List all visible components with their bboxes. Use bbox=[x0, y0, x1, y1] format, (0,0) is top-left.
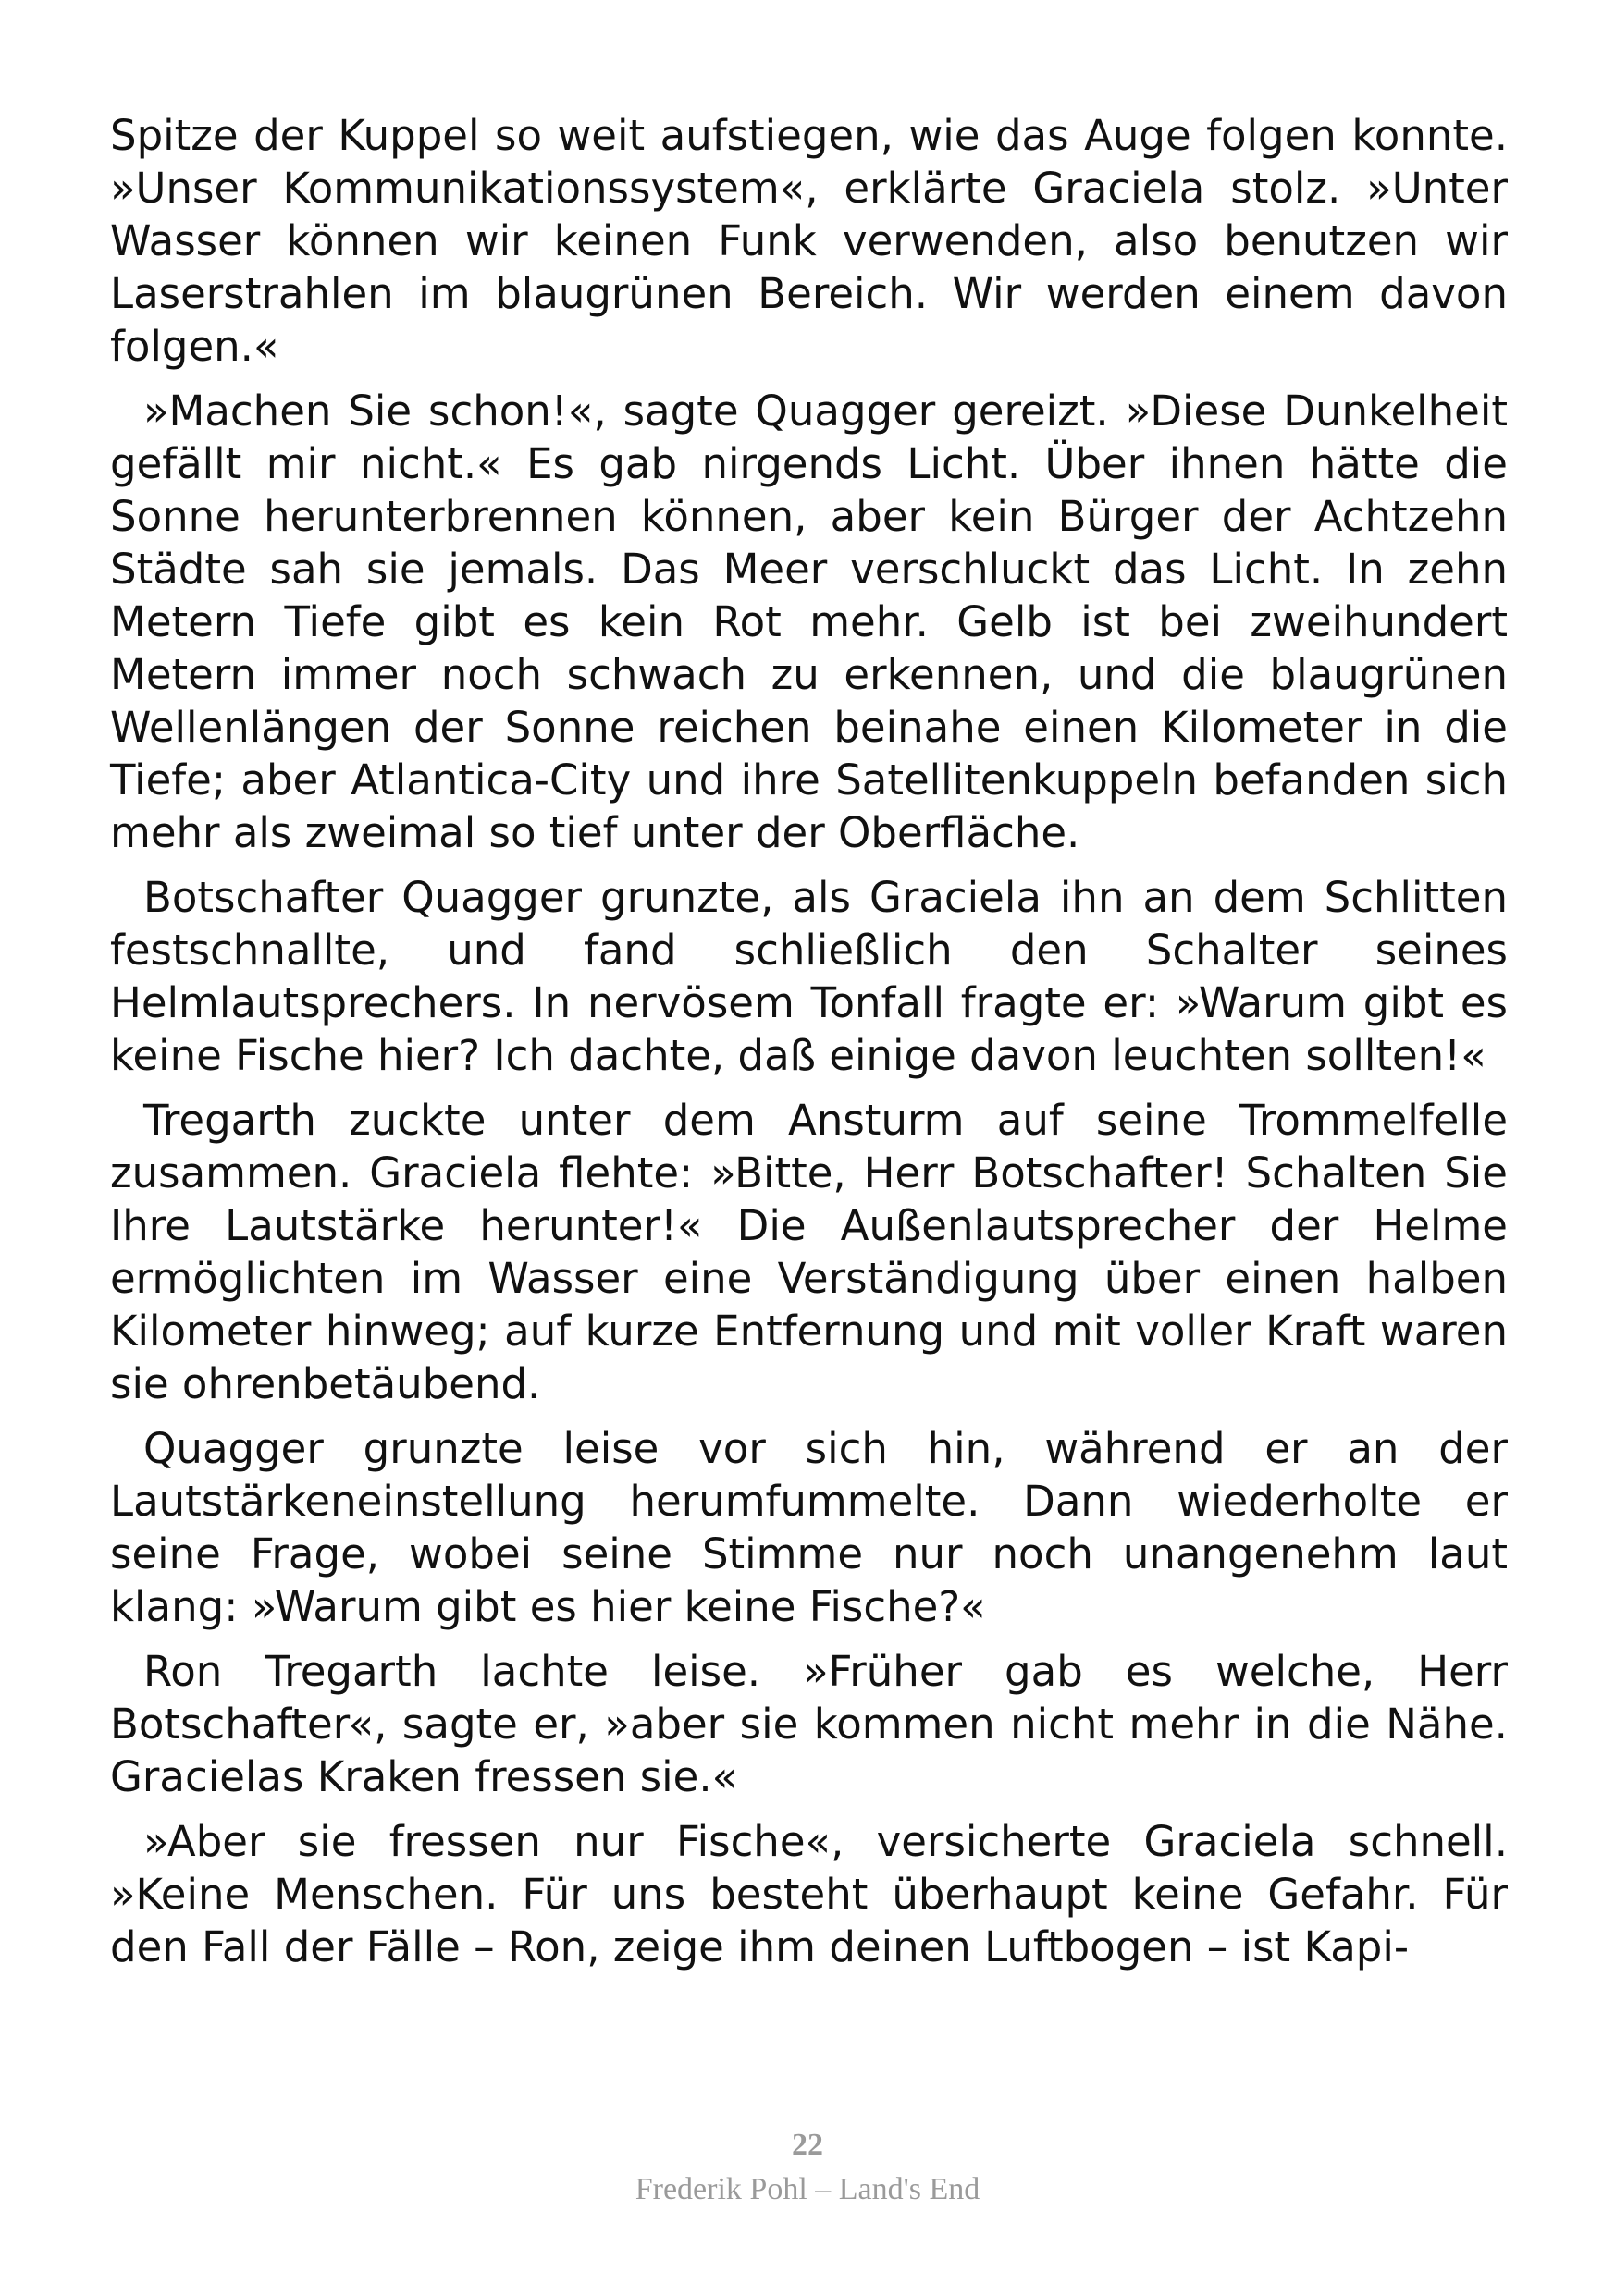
page-number: 22 bbox=[792, 2128, 823, 2162]
paragraph: Ron Tregarth lachte leise. »Früher gab es welche, Herr Botschafter«, sagte er, »aber sie kommen nicht mehr in die Nähe. Gracielas Kraken fressen sie.« bbox=[110, 1647, 1508, 1801]
paragraph: Tregarth zuckte unter dem Ansturm auf seine Trommelfelle zusammen. Graciela flehte: »Bitte, Herr Botschafter! Schalten Sie Ihre Lautstärke herunter!« Die Außenlautsprecher der Helme ermöglichten im Wasser eine Verständigung über einen halben Kilometer hinweg; auf kurze Entfernung und mit voller Kraft waren sie ohrenbetäubend. bbox=[110, 1096, 1508, 1408]
paragraph: Quagger grunzte leise vor sich hin, während er an der Lautstärkeneinstellung herumfummelte. Dann wiederholte er seine Frage, wobei seine Stimme nur noch unangenehm laut klang: »Warum gibt es hier keine Fische?« bbox=[110, 1424, 1508, 1631]
paragraph: »Machen Sie schon!«, sagte Quagger gereizt. »Diese Dunkelheit gefällt mir nicht.« Es gab nirgends Licht. Über ihnen hätte die Sonne herunterbrennen können, aber kein Bürger der Achtzehn Städte sah sie jemals. Das Meer verschluckt das Licht. In zehn Metern Tiefe gibt es kein Rot mehr. Gelb ist bei zweihundert Metern immer noch schwach zu erkennen, und die blaugrünen Wellenlängen der Sonne reichen beinahe einen Kilometer in die Tiefe; aber Atlantica-City und ihre Satellitenkuppeln befanden sich mehr als zweimal so tief unter der Oberfläche. bbox=[110, 387, 1508, 857]
paragraph: Botschafter Quagger grunzte, als Graciela ihn an dem Schlitten festschnallte, und fand schließlich den Schalter seines Helmlautsprechers. In nervösem Tonfall fragte er: »Warum gibt es keine Fische hier? Ich dachte, daß einige davon leuchten sollten!« bbox=[110, 873, 1508, 1080]
paragraph: »Aber sie fressen nur Fische«, versicherte Graciela schnell. »Keine Menschen. Für uns besteht überhaupt keine Gefahr. Für den Fall der Fälle – Ron, zeige ihm deinen Luftbogen – ist Kapi- bbox=[110, 1817, 1508, 1971]
body-text bbox=[110, 109, 1508, 1985]
paragraph: Spitze der Kuppel so weit aufstiegen, wie das Auge folgen konnte. »Unser Kommunikationssystem«, erklärte Graciela stolz. »Unter Wasser können wir keinen Funk verwenden, also benutzen wir Laserstrahlen im blaugrünen Bereich. Wir werden einem davon folgen.« bbox=[110, 111, 1508, 371]
running-footer: Frederik Pohl – Land's End bbox=[635, 2172, 980, 2206]
